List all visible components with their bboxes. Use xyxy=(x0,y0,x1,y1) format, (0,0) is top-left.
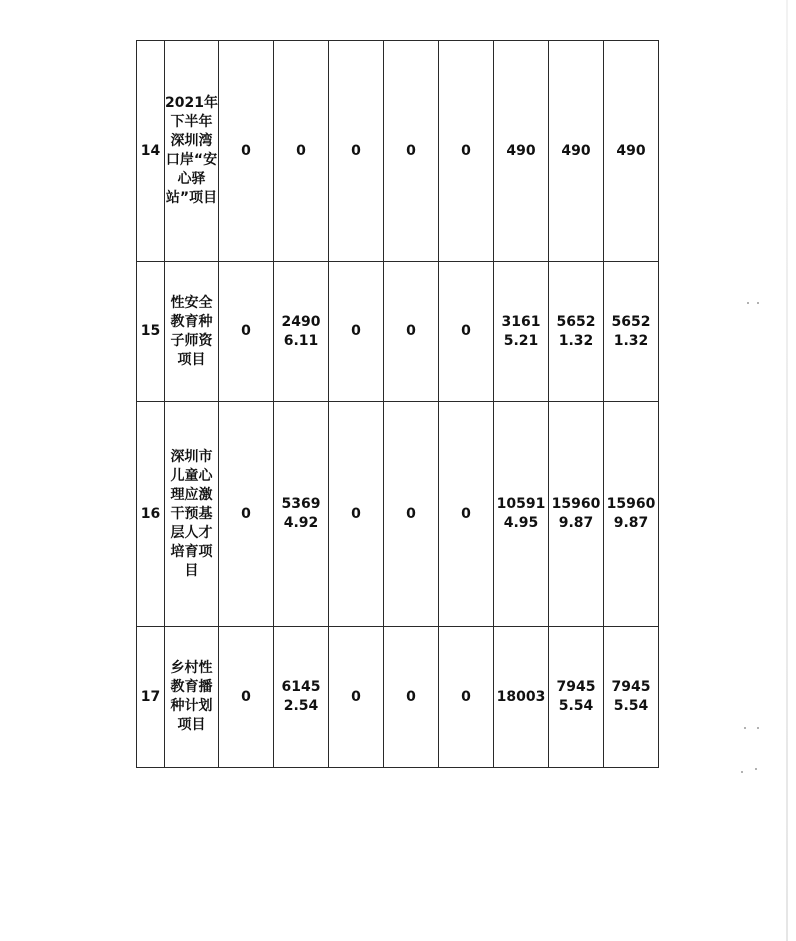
value-cell: 53694.92 xyxy=(274,402,329,627)
scan-speck xyxy=(755,768,757,770)
project-name: 深圳市儿童心理应激干预基层人才培育项目 xyxy=(165,402,219,627)
value-cell: 0 xyxy=(329,41,384,262)
value-cell: 0 xyxy=(329,402,384,627)
project-funds-table xyxy=(136,40,659,768)
table-row xyxy=(137,627,659,768)
value-cell: 0 xyxy=(274,41,329,262)
value-cell: 0 xyxy=(439,262,494,402)
value-cell: 56521.32 xyxy=(549,262,604,402)
scan-speck xyxy=(757,727,759,729)
value-cell: 0 xyxy=(384,41,439,262)
value-cell: 490 xyxy=(494,41,549,262)
value-cell: 0 xyxy=(219,627,274,768)
scan-speck xyxy=(741,771,743,773)
row-index: 17 xyxy=(137,627,165,768)
page-edge-shadow xyxy=(786,0,788,941)
value-cell: 159609.87 xyxy=(549,402,604,627)
value-cell: 159609.87 xyxy=(604,402,659,627)
project-name: 性安全教育种子师资项目 xyxy=(165,262,219,402)
value-cell: 61452.54 xyxy=(274,627,329,768)
scan-speck xyxy=(757,302,759,304)
value-cell: 79455.54 xyxy=(604,627,659,768)
value-cell: 24906.11 xyxy=(274,262,329,402)
value-cell: 490 xyxy=(604,41,659,262)
row-index: 14 xyxy=(137,41,165,262)
project-name: 2021年下半年深圳湾口岸“安心驿站”项目 xyxy=(165,41,219,262)
scan-speck xyxy=(744,727,746,729)
value-cell: 0 xyxy=(439,41,494,262)
value-cell: 105914.95 xyxy=(494,402,549,627)
table-row xyxy=(137,262,659,402)
value-cell: 0 xyxy=(439,627,494,768)
value-cell: 0 xyxy=(219,402,274,627)
value-cell: 0 xyxy=(384,627,439,768)
value-cell: 0 xyxy=(439,402,494,627)
row-index: 16 xyxy=(137,402,165,627)
value-cell: 0 xyxy=(329,262,384,402)
value-cell: 0 xyxy=(329,627,384,768)
value-cell: 490 xyxy=(549,41,604,262)
table-row xyxy=(137,402,659,627)
value-cell: 18003 xyxy=(494,627,549,768)
value-cell: 31615.21 xyxy=(494,262,549,402)
row-index: 15 xyxy=(137,262,165,402)
table-row xyxy=(137,41,659,262)
value-cell: 79455.54 xyxy=(549,627,604,768)
value-cell: 0 xyxy=(384,262,439,402)
value-cell: 0 xyxy=(219,41,274,262)
project-name: 乡村性教育播种计划项目 xyxy=(165,627,219,768)
value-cell: 0 xyxy=(384,402,439,627)
scan-speck xyxy=(747,302,749,304)
value-cell: 0 xyxy=(219,262,274,402)
value-cell: 56521.32 xyxy=(604,262,659,402)
